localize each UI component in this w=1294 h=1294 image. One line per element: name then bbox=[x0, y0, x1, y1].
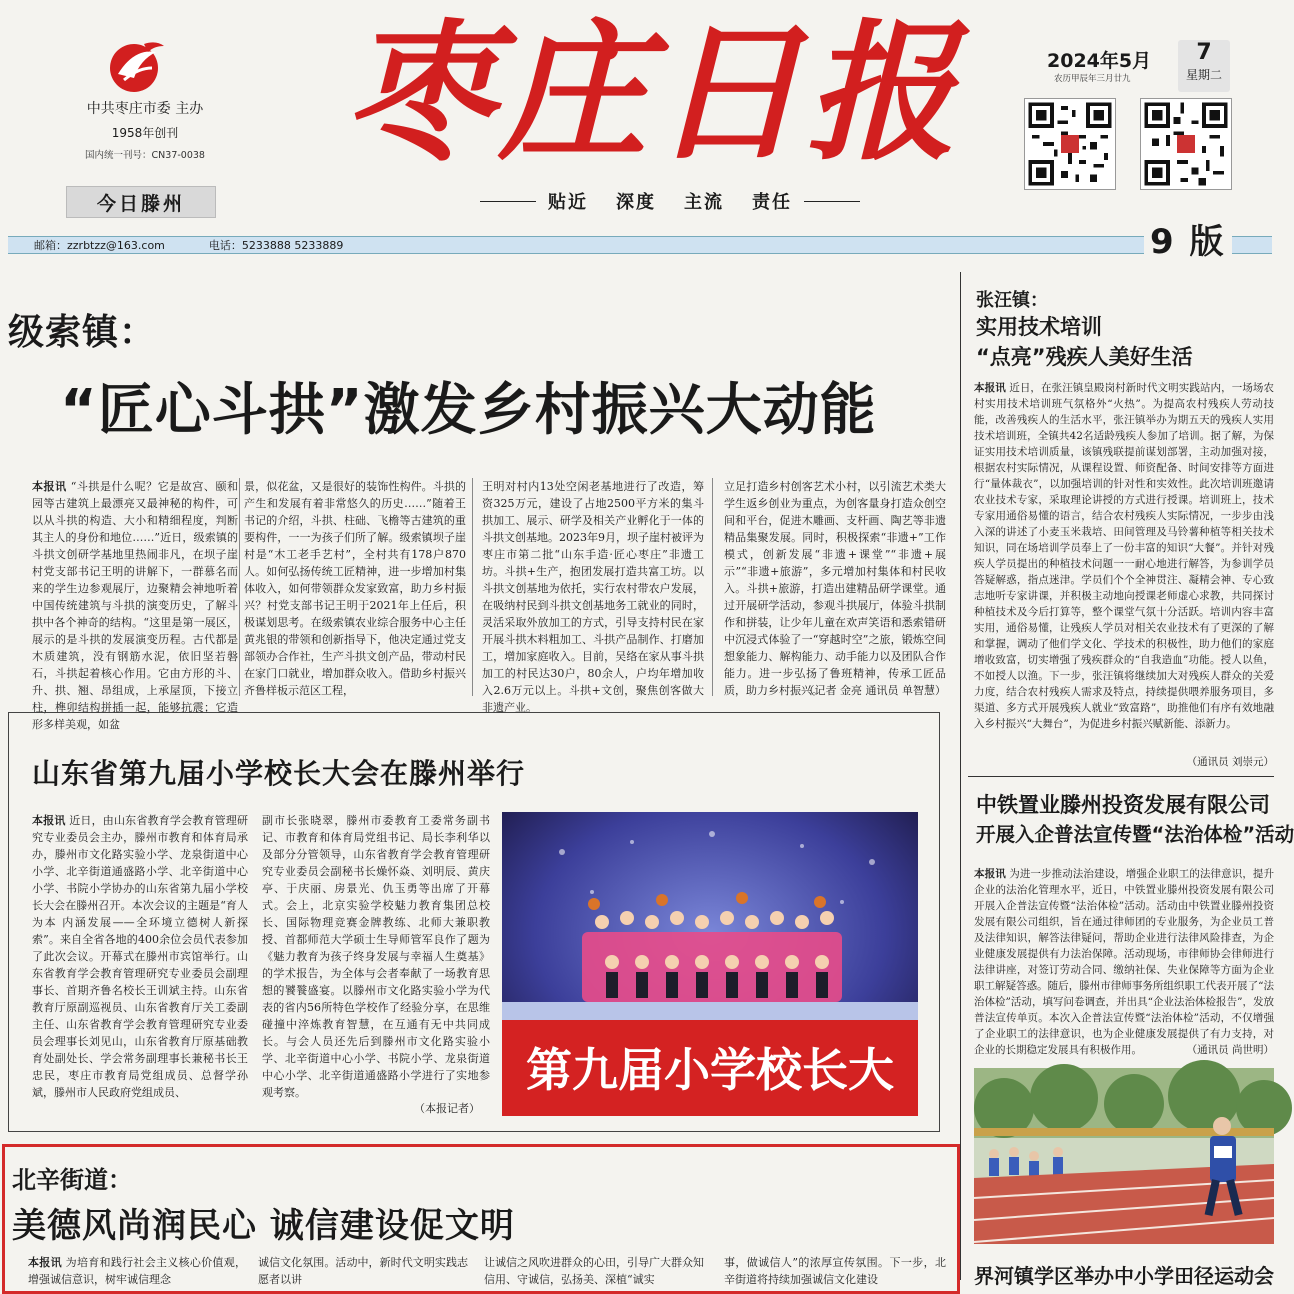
contact-bar bbox=[8, 236, 1272, 254]
edition-number: 9 版 bbox=[1144, 214, 1232, 263]
slogan-word: 责任 bbox=[752, 192, 792, 213]
story1-kicker: 级索镇： bbox=[8, 311, 157, 353]
story-text: 副市长张晓翠，滕州市委教育工委常务副书记、市教育和体育局党组书记、局长李利华以及部分分管领导，山东省教育学会教育管理研究专业委员会副秘书长燥怀焱、刘明辰、黄庆亭、于庆丽、房景光、仇玉勇等出席了开幕式。会上，北京实验学校魅力教育集团总校长、国际物理竞赛金牌教练、北师大兼职教授、首都师范大学硕士生导师管军良作了题为《魅力教育为孩子终身发展与幸福人生奠基》的学术报告，为全体与会者奉献了一场教育思想的饕餮盛宴。以滕州市文化路实验小学为代表的省内56所特色学校作了经验分享，在思维碰撞中淬炼教育智慧，在互通有无中共同成长。与会人员还先后到滕州市文化路实验小学、北辛街道中心小学、书院小学、龙泉街道中心小学、北辛街道通盛路小学进行了实地参观考察。 bbox=[262, 814, 490, 1099]
story3-headline[interactable]: 美德风尚润民心 诚信建设促文明 bbox=[12, 1206, 515, 1246]
story-text: 近日，在张汪镇皇殿岗村新时代文明实践站内，一场场农村实用技术培训班气氛格外“火热”。为提高农村残疾人劳动技能，改善残疾人的生活水平，张汪镇举办为期五天的残疾人实用技术培训班，全镇共42名适龄残疾人参加了培训。据了解，为保证实用技术培训质量，该镇残联提前谋划部署，主动加强对接，根据农村实际情况，从课程设置、师资配备、时间安排等方面进行“量体裁衣”，以加强培训的针对性和实效性。此次培训班邀请农业技术专家，采取理论讲授的方式进行授课。培训班上，技术专家用通俗易懂的语言，结合农村残疾人实际情况，一步步由浅入深的讲述了小麦玉米栽培、田间管理及马铃薯种植等相关技术知识，同在场培训学员奉上了一份丰富的知识“大餐”。并针对残疾人学员提出的种植技术问题一一耐心地进行解答，为参训学员答疑解惑，指点迷津。学员们个个全神贯注、凝精会神、专心致志地听专家讲课，并积极主动地向授课老师虚心求教，共同探讨种植技术及今后打算等，整个课堂气氛十分活跃。培训内容丰富实用，通俗易懂，让残疾人学员对相关农业技术有了更深的了解和掌握，调动了他们学文化、学技术的积极性，助力他们的家庭增收致富，切实增强了残疾群众的“自我造血”功能。授人以鱼，不如授人以渔。下一步，张汪镇将继续加大对残疾人群众的关爱力度，结合农村残疾人需求及特点，持续提供喂养服务项目，多渠道、多方式开展残疾人就业“致富路”，助推他们有序有效地融入乡村振兴“大舞台”，为促进乡村振兴赋新能、添新力。 bbox=[974, 382, 1275, 730]
story3-column bbox=[28, 1254, 247, 1286]
founded-text: 1958年创刊 bbox=[111, 126, 179, 140]
track-meet-photo bbox=[974, 1068, 1274, 1244]
sponsor-text: 中共枣庄市委 主办 bbox=[86, 101, 204, 117]
qr-code-icon[interactable] bbox=[1024, 98, 1116, 190]
newspaper-title-text: 枣庄日报 bbox=[343, 5, 960, 181]
story-lead: 本报讯 bbox=[32, 814, 66, 827]
story-text: 近日，由山东省教育学会教育管理研究专业委员会主办，滕州市教育和体育局承办，滕州市文化路实验小学、龙泉街道中心小学、北辛街道通盛路小学、北辛街道中心小学、书院小学协办的山东省第九届小学校长大会在滕州召开。本次会议的主题是“育人为本 内涵发展——全环境立德树人新探索”。来自全省各地的400余位会员代表参加了此次会议。开幕式在滕州市宾馆举行。山东省教育学会教育管理研究专业委员会副理事长、首期齐鲁名校长王训斌主持。山东省教育厅原副巡视员、山东省教育厅关工委副主任、山东省教育学会教育管理研究专业委员会理事长刘见山，山东省教育厅原基础教育处副处长、学会常务副理事长兼秘书长王忠民，枣庄市教育局党组成员、总督学孙斌，滕州市人民政府党组成员、 bbox=[32, 814, 249, 1099]
story3-column bbox=[258, 1254, 468, 1286]
right-story1-kicker: 张汪镇： bbox=[976, 290, 1048, 311]
issue-weekday: 星期二 bbox=[1185, 68, 1222, 82]
story-text: 事，做诚信人”的浓厚宣传氛围。下一步，北辛街道将持续加强诚信文化建设 bbox=[724, 1256, 946, 1286]
slogan-word: 主流 bbox=[684, 192, 724, 213]
story2-byline: （本报记者） bbox=[414, 1102, 480, 1115]
publisher-info bbox=[40, 98, 250, 161]
right-story2-byline: （通讯员 尚世明） bbox=[1186, 1044, 1274, 1056]
column-label: 今日滕州 bbox=[66, 186, 216, 218]
section-rule bbox=[968, 776, 1274, 777]
story-text: “斗拱是什么呢？它是故宫、颐和园等古建筑上最漂亮又最神秘的构件，可以从斗拱的构造、大小和精细程度，判断其主人的身份和地位……”近日，级索镇的斗拱文创研学基地里热闹非凡，在坝子崖村党支部书记王明的讲解下，一群慕名而来的学生边参观展厅，边聚精会神地听着中国传统建筑与斗拱的演变历史，了解斗拱中各个神奇的结构。“这里是第一展区，展示的是斗拱的发展演变历程。古代都是木质建筑，没有钢筋水泥，依旧坚若磐石，斗拱起着核心作用。它由方形的斗、升、拱、翘、昂组成，上承屋顶，下接立柱，榫卯结构拼插一起，能够抗震；它造形多样美观，如盆 bbox=[32, 480, 239, 731]
story1-column bbox=[482, 478, 704, 714]
slogan-rule-right bbox=[804, 201, 860, 202]
story1-headline[interactable]: “匠心斗拱”激发乡村振兴大动能 bbox=[60, 378, 877, 443]
day-box bbox=[1178, 40, 1230, 92]
email-text[interactable]: 邮箱：zzrbtzz@163.com bbox=[34, 239, 165, 252]
right-bottom-headline[interactable]: 界河镇学区举办中小学田径运动会 bbox=[974, 1264, 1274, 1288]
lunar-date: 农历甲辰年三月廿九 bbox=[1054, 74, 1131, 84]
story3-kicker: 北辛街道： bbox=[12, 1165, 132, 1194]
story3-column bbox=[484, 1254, 704, 1286]
story2-column bbox=[262, 812, 490, 1099]
story3-column bbox=[724, 1254, 946, 1286]
right-story1-byline: （通讯员 刘崇元） bbox=[1186, 756, 1274, 768]
story-lead: 本报讯 bbox=[28, 1256, 62, 1269]
story-lead: 本报讯 bbox=[974, 868, 1006, 880]
story-text: 诚信文化氛围。活动中，新时代文明实践志愿者以讲 bbox=[258, 1256, 468, 1286]
stage-banner-text: 第九届小学校长大 bbox=[526, 1043, 894, 1097]
story-text: 王明对村内13处空闲老基地进行了改造，筹资325万元，建设了占地2500平方米的集斗拱加工、展示、研学及相关产业孵化于一体的斗拱文创基地。2023年9月，坝子崖村被评为枣庄市第二批“山东手造·匠心枣庄”非遗工坊。斗拱+生产，抱团发展打造共富工坊。以斗拱文创基地为依托，实行农村带农户发展，在吸纳村民到斗拱文创基地务工就业的同时，灵活采取外放加工的方式，引导支持村民在家开展斗拱木料粗加工、斗拱产品制作、打磨加工，增加家庭收入。目前，吴络在家从事斗拱加工的村民达30户，80余人，户均年增加收入2.6万元以上。斗拱+文创，聚焦创客做大非遗产业。 bbox=[482, 480, 704, 714]
issue-day: 7 bbox=[1196, 40, 1212, 65]
right-story1-headline-line2[interactable]: “点亮”残疾人美好生活 bbox=[976, 345, 1193, 369]
story-text: 为培育和践行社会主义核心价值观，增强诚信意识，树牢诚信理念 bbox=[28, 1256, 247, 1286]
slogan bbox=[480, 188, 860, 214]
right-story2-headline-line2[interactable]: 开展入企普法宣传暨“法治体检”活动 bbox=[976, 823, 1294, 846]
slogan-word: 贴近 bbox=[548, 192, 588, 213]
conference-stage-photo bbox=[502, 812, 918, 1116]
right-story1-headline-line1[interactable]: 实用技术培训 bbox=[976, 315, 1102, 339]
story-text: 景，似花盆，又是很好的装饰性构件。斗拱的产生和发展有着非常悠久的历史……”随着王书记的介绍，斗拱、柱础、飞檐等古建筑的重要构件，一一为孩子们所了解。级索镇坝子崖村是“木工老手艺村”，全村共有178户870人。如何弘扬传统工匠精神，进一步增加村集体收入，如何带领群众发家致富，助力乡村振兴？村党支部书记王明于2021年上任后，积极谋划思考。在级索镇农业综合服务中心主任黄兆银的带领和创新指导下，他决定通过党支部领办合作社，生产斗拱文创产品，带动村民在家门口就业，增加群众收入。借助乡村振兴齐鲁样板示范区工程， bbox=[244, 480, 466, 697]
story-lead: 本报讯 bbox=[974, 382, 1006, 394]
issue-date: 2024年5月 bbox=[1047, 50, 1152, 72]
right-story1-body bbox=[974, 380, 1274, 752]
story1-column bbox=[244, 478, 466, 698]
column-divider bbox=[960, 272, 961, 1280]
newspaper-logo-icon bbox=[104, 38, 168, 94]
story-lead: 本报讯 bbox=[32, 480, 67, 493]
newspaper-title bbox=[318, 5, 986, 181]
story2-headline[interactable]: 山东省第九届小学校长大会在滕州举行 bbox=[32, 757, 526, 790]
slogan-rule-left bbox=[480, 201, 536, 202]
story2-column bbox=[32, 812, 248, 1120]
story1-column bbox=[32, 478, 239, 731]
column-rule bbox=[472, 478, 473, 696]
column-rule bbox=[712, 478, 713, 696]
issn-text: 国内统一刊号：CN37-0038 bbox=[85, 150, 205, 161]
qr-code-icon[interactable] bbox=[1140, 98, 1232, 190]
story-text: 让诚信之风吹进群众的心田，引导广大群众知信用、守诚信，弘扬美、深植“诚实 bbox=[484, 1256, 704, 1286]
masthead bbox=[0, 0, 1280, 262]
right-story2-headline-line1[interactable]: 中铁置业滕州投资发展有限公司 bbox=[976, 793, 1270, 817]
phone-text: 电话：5233888 5233889 bbox=[208, 239, 344, 252]
story-text: 立足打造乡村创客艺术小村，以引流艺术类大学生返乡创业为重点，为创客量身打造众创空间和平台，促进木雕画、支杆画、陶艺等非遗精品集聚发展。同时，积极探索“非遗+”工作模式，创新发展“非遗+课堂”“非遗+展示”“非遗+旅游”，多元增加村集体和村民收入。斗拱+旅游，打造出建精品研学课堂。通过开展研学活动，参观斗拱展厅，体验斗拱制作和拼装，让少年儿童在欢声笑语和悉索错研中沉浸式体验了一“穿越时空”之旅，锻炼空间想象能力、解构能力、动手能力以及团队合作能力。进一步弘扬了鲁班精神，传承工匠品质，助力乡村振兴。 bbox=[724, 480, 946, 697]
story1-byline: （记者 金亮 通讯员 单智慧） bbox=[803, 684, 946, 697]
slogan-word: 深度 bbox=[616, 192, 656, 213]
column-rule bbox=[239, 478, 240, 696]
story-text: 为进一步推动法治建设，增强企业职工的法律意识，提升企业的法治化管理水平，近日，中铁置业滕州投资发展有限公司开展入企普法宣传暨“法治体检”活动。活动由中铁置业滕州投资发展有限公司组织，旨在通过律师团的专业服务，为企业员工普及法律知识，解答法律疑问，帮助企业进行法律风险排查，为企业健康发展提供有力法治保障。活动现场，市律师协会律师进行法律讲座，对签订劳动合同、缴纳社保、失业保障等方面为企业职工解疑答惑。随后，滕州市律师事务所组织职工代表开展了“法治体检”活动，填写问卷调查，并出具“企业法治体检报告”，发放普法宣传单页。本次入企普法宣传暨“法治体检”活动，不仅增强了企业职工的法律意识，也为企业健康发展提供了有力支持，对企业的长期稳定发展具有积极作用。 bbox=[974, 868, 1275, 1056]
